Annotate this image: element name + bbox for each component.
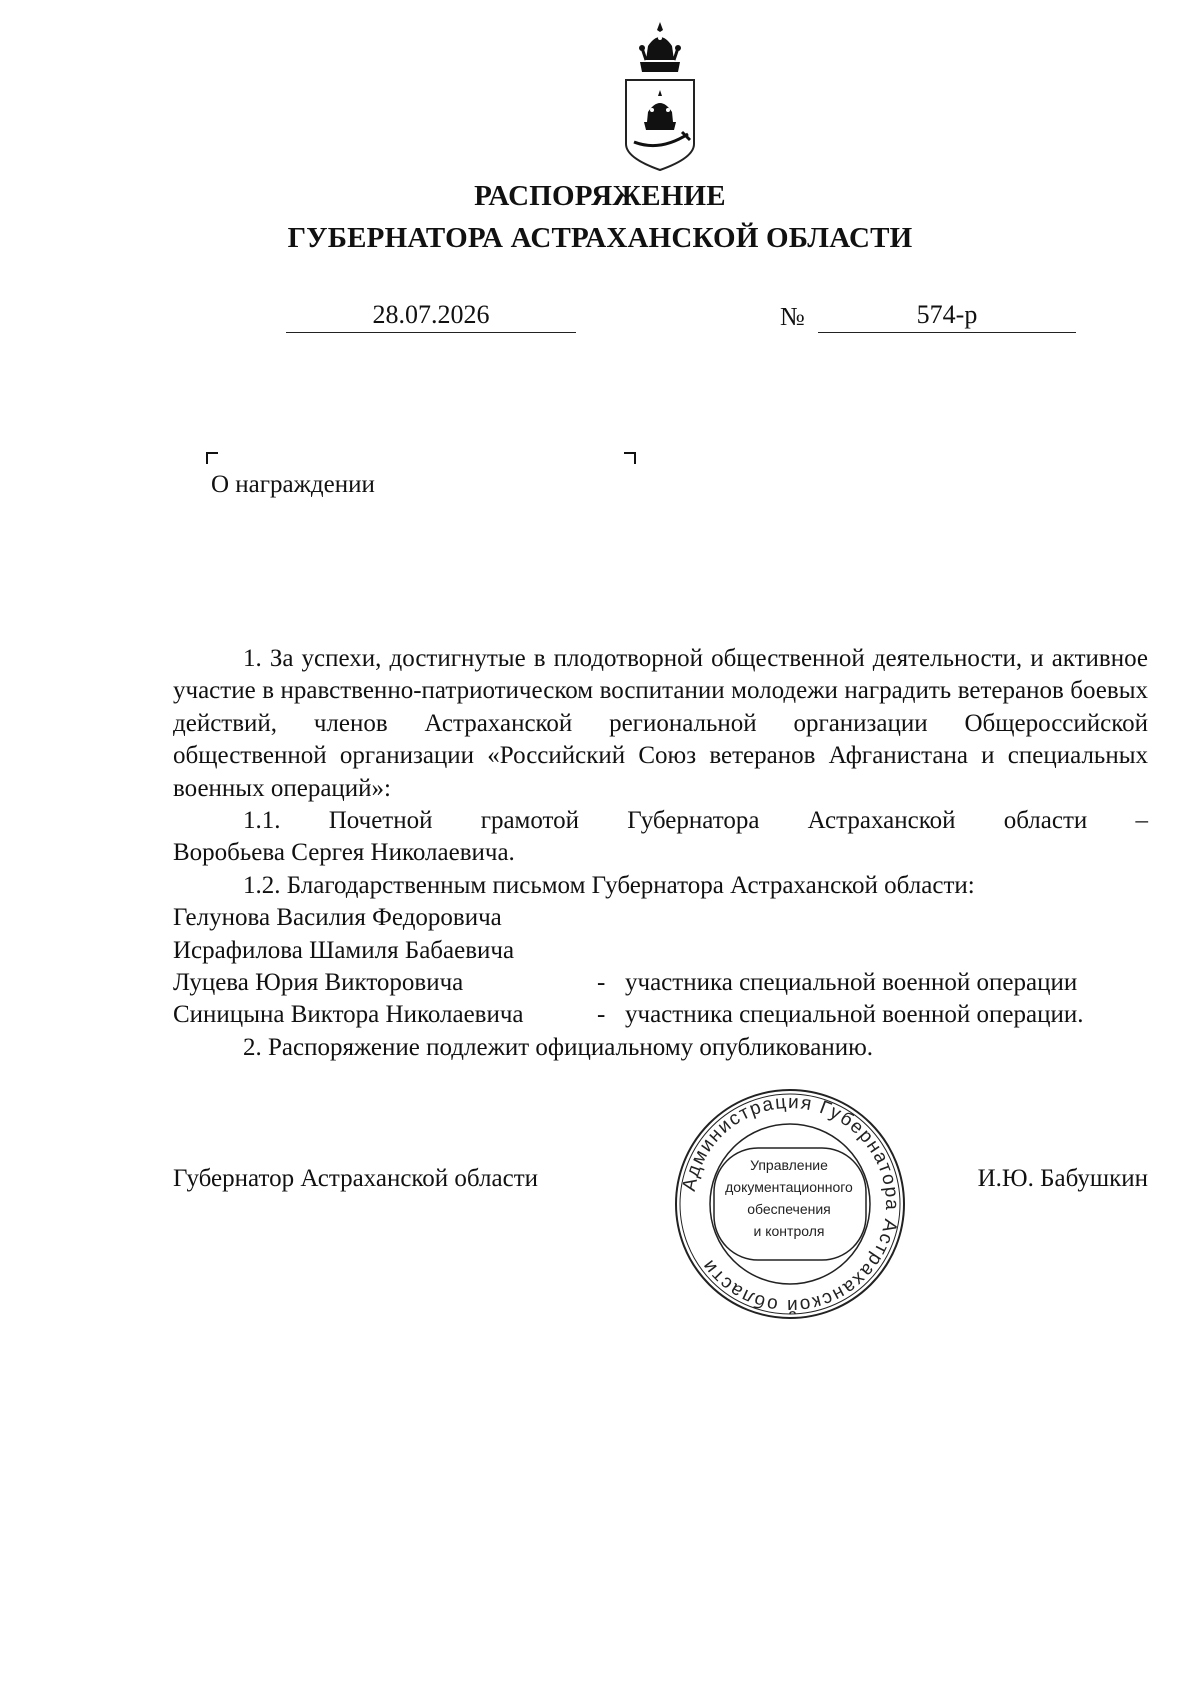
awardee-note: участника специальной военной операции: [625, 969, 1078, 997]
awardee-name: Исрафилова Шамиля Бабаевича: [173, 936, 515, 964]
stamp-line: и контроля: [753, 1223, 825, 1239]
document-body: [173, 643, 1148, 1064]
document-number: 574-р: [818, 300, 1076, 333]
awardee-dash: [597, 935, 625, 967]
stamp-line: документационного: [725, 1179, 853, 1195]
paragraph-1: 1. За успехи, достигнутые в плодотворной общественной деятельности, и активное участие в нравственно-патриотическом воспитании молодежи наградить ветеранов боевых действий, членов Астраханской региональной организации Общероссийской общественной организации «Российский Союз ветеранов Афганистана и специальных военных операций»:: [173, 645, 1148, 802]
awardee-dash: [597, 902, 625, 934]
stamp-line: Управление: [750, 1157, 828, 1173]
awardee-row: [173, 999, 1148, 1031]
awardee-note: участника специальной военной операции.: [625, 1001, 1084, 1029]
document-issuer: ГУБЕРНАТОРА АСТРАХАНСКОЙ ОБЛАСТИ: [287, 222, 913, 254]
paragraph-1-2: 1.2. Благодарственным письмом Губернатора Астраханской области:: [243, 871, 975, 899]
number-sign: №: [780, 302, 805, 331]
awardee-row: [173, 935, 1148, 967]
document-date: 28.07.2026: [286, 300, 576, 333]
awardee-dash: -: [597, 969, 606, 997]
awardee-dash: -: [597, 1001, 606, 1029]
paragraph-1-1-line1: 1.1. Почетной грамотой Губернатора Астраханской области –: [243, 807, 1148, 835]
paragraph-1-1-line2: Воробьева Сергея Николаевича.: [173, 839, 515, 867]
awardee-row: [173, 967, 1148, 999]
awardee-name: Гелунова Василия Федоровича: [173, 904, 502, 932]
awardee-name: Луцева Юрия Викторовича: [173, 969, 464, 997]
signer-title: Губернатор Астраханской области: [173, 1165, 539, 1192]
stamp-inner-text: [716, 1154, 862, 1242]
stamp-line: обеспечения: [747, 1201, 831, 1217]
signer-name: И.Ю. Бабушкин: [977, 1165, 1148, 1192]
subject-corner-left: [206, 452, 218, 464]
document-title: РАСПОРЯЖЕНИЕ: [474, 180, 726, 212]
awardee-row: [173, 902, 1148, 934]
paragraph-2: 2. Распоряжение подлежит официальному опубликованию.: [243, 1033, 874, 1061]
subject-corner-right: [624, 452, 636, 464]
document-subject: О награждении: [211, 471, 375, 498]
awardee-name: Синицына Виктора Николаевича: [173, 1001, 524, 1029]
coat-of-arms-icon: [618, 18, 702, 174]
stamp-ring-text: Администрация Губернатора Астраханской области: [678, 1091, 903, 1317]
